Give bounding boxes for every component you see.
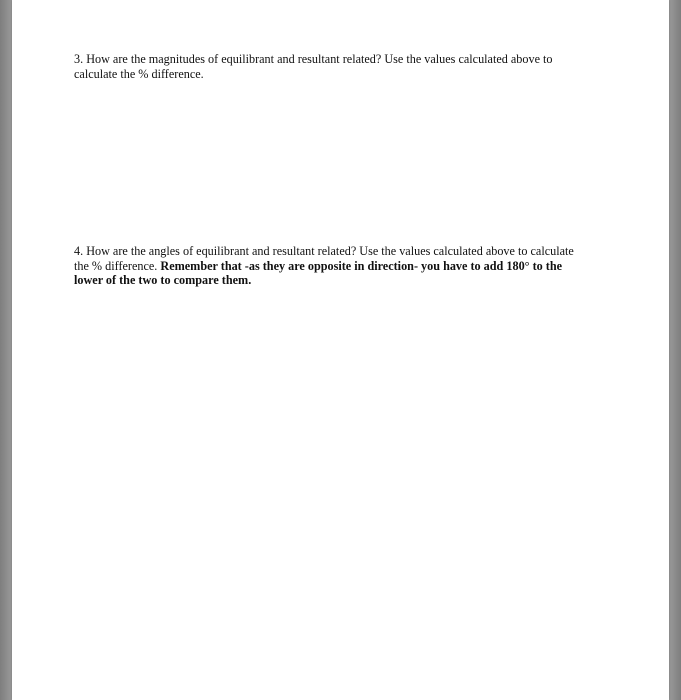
question-4-line-2 (74, 259, 614, 274)
question-3-number: 3. (74, 52, 84, 66)
question-4-text-line-3-bold: lower of the two to compare them. (74, 273, 252, 287)
question-4-line-1 (74, 244, 614, 259)
question-3-line-1 (74, 52, 614, 67)
question-4 (74, 244, 614, 288)
question-3-text-line-2: calculate the % difference. (74, 66, 204, 81)
question-4-text-line-2-bold: Remember that -as they are opposite in direction- you have to add 180° to the (160, 258, 563, 273)
question-4-text-line-2-plain: the % difference. (74, 258, 161, 273)
question-3-text-line-1: How are the magnitudes of equilibrant and resultant related? Use the values calculated above to (86, 52, 553, 66)
question-4-number: 4. (74, 244, 84, 258)
question-4-text-line-1: How are the angles of equilibrant and resultant related? Use the values calculated above to calculate (86, 244, 574, 258)
question-3 (74, 52, 614, 81)
document-page (12, 0, 669, 700)
